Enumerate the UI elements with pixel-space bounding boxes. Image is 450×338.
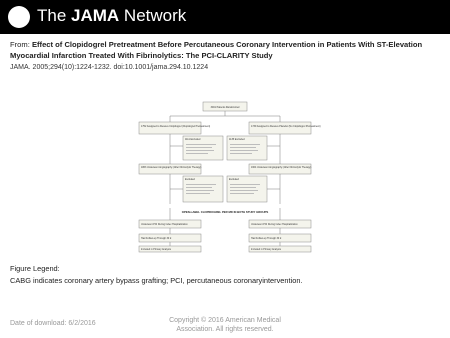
date-value: 6/2/2016 bbox=[68, 320, 96, 327]
text-randomized: 3491 Patients Randomized bbox=[210, 106, 240, 109]
text-left-angio: 1863 Underwent Angiography (After Fibrinolytic Therapy) bbox=[141, 166, 202, 169]
flow-diagram bbox=[125, 96, 325, 254]
text-right-assigned: 1739 Assigned to Receive Placebo (No Clopidogrel Pretreatment) bbox=[251, 125, 321, 128]
citation: JAMA. 2005;294(10):1224-1232. doi:10.1001/jama.294.10.1224 bbox=[10, 64, 209, 71]
brand-prefix: The bbox=[37, 6, 72, 25]
box-right-assigned bbox=[249, 122, 311, 134]
download-date bbox=[10, 320, 96, 327]
text-right-analysis: Included in Primary Analysis bbox=[251, 248, 281, 251]
text-open-label-banner: OPEN-LABEL CLOPIDOGREL PER MD IN BOTH STUDY GROUPS bbox=[181, 210, 269, 214]
text-left-excluded-2: Excluded bbox=[185, 178, 195, 181]
copyright-line-2: Association. All rights reserved. bbox=[176, 326, 274, 333]
text-right-followup: Had Follow-up Through 30 d bbox=[251, 237, 282, 240]
text-left-excluded: 1111 Excluded bbox=[185, 138, 201, 141]
text-right-pci: Underwent PCI During Index Hospitalization bbox=[251, 223, 298, 226]
text-right-excluded-2: Excluded bbox=[229, 178, 239, 181]
box-left-assigned bbox=[139, 122, 201, 134]
article-title[interactable]: Effect of Clopidogrel Pretreatment Before Percutaneous Coronary Intervention in Patients With ST-Elevation Myocardial Infarction Treated With Fibrinolytics: The PCI-CLARITY Study bbox=[10, 40, 423, 60]
figure-legend-label: Figure Legend: bbox=[10, 264, 60, 273]
source-heading bbox=[10, 40, 440, 61]
text-right-angio: 1604 Underwent Angiography (After Fibrinolytic Therapy) bbox=[251, 166, 312, 169]
from-label: From: bbox=[10, 40, 30, 49]
copyright-notice bbox=[150, 316, 300, 334]
flow-diagram-figure[interactable] bbox=[125, 96, 325, 254]
text-left-pci: Underwent PCI During Index Hospitalization bbox=[141, 223, 188, 226]
header-bar bbox=[0, 0, 450, 34]
text-left-followup: Had Follow-up Through 30 d bbox=[141, 237, 172, 240]
brand-name: JAMA bbox=[71, 6, 120, 25]
brand-suffix: Network bbox=[119, 6, 187, 25]
text-left-assigned: 1752 Assigned to Receive Clopidogrel (Clopidogrel Pretreatment) bbox=[141, 125, 211, 128]
copyright-line-1: Copyright © 2016 American Medical bbox=[169, 317, 281, 324]
date-label: Date of download: bbox=[10, 320, 67, 327]
brand-logo-text[interactable] bbox=[37, 6, 186, 26]
text-left-analysis: Included in Primary Analysis bbox=[141, 248, 171, 251]
text-right-excluded: 1135 Excluded bbox=[229, 138, 245, 141]
jama-logo-icon bbox=[8, 6, 30, 28]
figure-legend-text: CABG indicates coronary artery bypass grafting; PCI, percutaneous coronaryintervention. bbox=[10, 276, 303, 285]
